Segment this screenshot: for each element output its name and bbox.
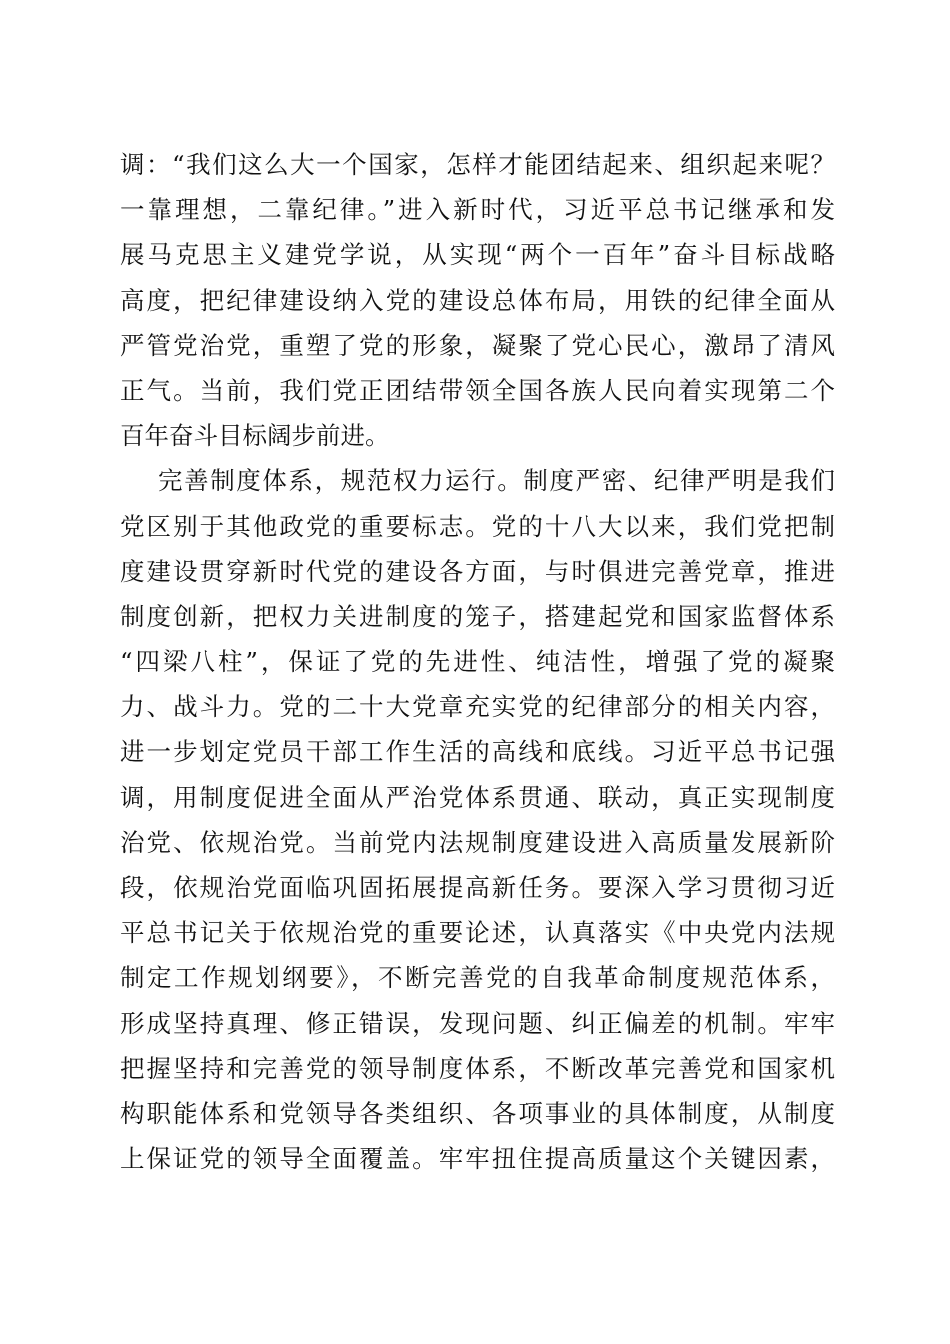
text-line: 进一步划定党员干部工作生活的高线和底线。习近平总书记强 [120, 737, 835, 767]
text-line: “四梁八柱”，保证了党的先进性、纯洁性，增强了党的凝聚 [120, 647, 835, 677]
text-line: 严管党治党，重塑了党的形象，凝聚了党心民心，激昂了清风 [120, 330, 835, 360]
text-line: 力、战斗力。党的二十大党章充实党的纪律部分的相关内容， [120, 692, 835, 722]
text-line: 正气。当前，我们党正团结带领全国各族人民向着实现第二个 [120, 375, 835, 405]
text-line: 治党、依规治党。当前党内法规制度建设进入高质量发展新阶 [120, 827, 835, 857]
paragraph-1 [120, 142, 835, 458]
text-line: 完善制度体系，规范权力运行。制度严密、纪律严明是我们 [158, 466, 835, 496]
text-line: 一靠理想，二靠纪律。”进入新时代，习近平总书记继承和发 [120, 195, 835, 225]
text-line: 上保证党的领导全面覆盖。牢牢扭住提高质量这个关键因素， [120, 1144, 835, 1174]
text-line: 制度创新，把权力关进制度的笼子，搭建起党和国家监督体系 [120, 601, 835, 631]
document-body [120, 142, 835, 1181]
text-line: 构职能体系和党领导各类组织、各项事业的具体制度，从制度 [120, 1098, 835, 1128]
text-line: 把握坚持和完善党的领导制度体系，不断改革完善党和国家机 [120, 1053, 835, 1083]
text-line: 党区别于其他政党的重要标志。党的十八大以来，我们党把制 [120, 511, 835, 541]
text-line: 度建设贯穿新时代党的建设各方面，与时俱进完善党章，推进 [120, 556, 835, 586]
text-line: 平总书记关于依规治党的重要论述，认真落实《中央党内法规 [120, 918, 835, 948]
text-line: 展马克思主义建党学说，从实现“两个一百年”奋斗目标战略 [120, 240, 835, 270]
text-line: 调：“我们这么大一个国家，怎样才能团结起来、组织起来呢？ [120, 150, 835, 179]
paragraph-2 [120, 458, 835, 1181]
text-line: 制定工作规划纲要》，不断完善党的自我革命制度规范体系， [120, 963, 835, 993]
text-line: 段，依规治党面临巩固拓展提高新任务。要深入学习贯彻习近 [120, 873, 835, 902]
text-line: 调，用制度促进全面从严治党体系贯通、联动，真正实现制度 [120, 782, 835, 812]
text-line: 百年奋斗目标阔步前进。 [120, 421, 390, 451]
text-line: 形成坚持真理、修正错误，发现问题、纠正偏差的机制。牢牢 [120, 1008, 835, 1038]
text-line: 高度，把纪律建设纳入党的建设总体布局，用铁的纪律全面从 [120, 285, 835, 315]
